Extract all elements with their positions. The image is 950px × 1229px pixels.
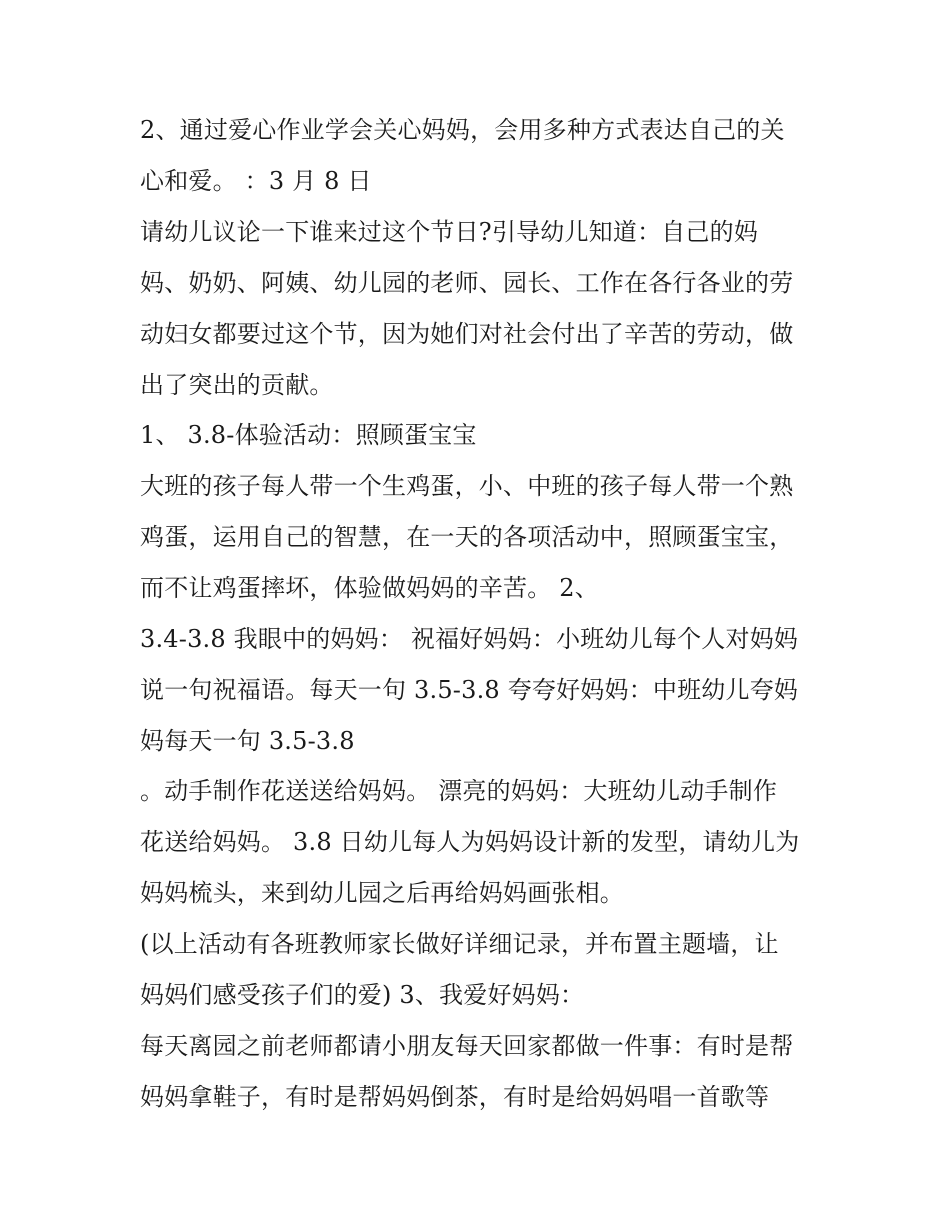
text-line-16: 妈妈梳头，来到幼儿园之后再给妈妈画张相。: [140, 879, 624, 907]
text-line-19: 每天离园之前老师都请小朋友每天回家都做一件事：有时是帮: [140, 1032, 794, 1060]
text-line-20: 妈妈拿鞋子，有时是帮妈妈倒茶，有时是给妈妈唱一首歌等: [140, 1083, 770, 1111]
text-line-10: 而不让鸡蛋摔坏，体验做妈妈的辛苦。 2、: [140, 574, 599, 602]
text-line-1: 2、通过爱心作业学会关心妈妈，会用多种方式表达自己的关: [140, 116, 785, 144]
text-line-11: 3.4-3.8 我眼中的妈妈： 祝福好妈妈：小班幼儿每个人对妈妈: [140, 625, 799, 653]
text-line-8: 大班的孩子每人带一个生鸡蛋，小、中班的孩子每人带一个熟: [140, 472, 794, 500]
text-line-9: 鸡蛋，运用自己的智慧，在一天的各项活动中，照顾蛋宝宝，: [140, 523, 794, 551]
text-line-15: 花送给妈妈。 3.8 日幼儿每人为妈妈设计新的发型，请幼儿为: [140, 828, 800, 856]
text-line-13: 妈每天一句 3.5-3.8: [140, 727, 355, 755]
text-line-12: 说一句祝福语。每天一句 3.5-3.8 夸夸好妈妈：中班幼儿夸妈: [140, 676, 799, 704]
text-line-6: 出了突出的贡献。: [140, 371, 334, 399]
text-line-5: 动妇女都要过这个节，因为她们对社会付出了辛苦的劳动，做: [140, 320, 794, 348]
text-line-18: 妈妈们感受孩子们的爱) 3、我爱好妈妈：: [140, 981, 585, 1009]
text-line-2: 心和爱。 ：3 月 8 日: [140, 167, 372, 195]
text-line-3: 请幼儿议论一下谁来过这个节日?引导幼儿知道：自己的妈: [140, 218, 759, 246]
text-line-14: 。动手制作花送送给妈妈。 漂亮的妈妈：大班幼儿动手制作: [140, 777, 778, 805]
text-line-4: 妈、奶奶、阿姨、幼儿园的老师、园长、工作在各行各业的劳: [140, 269, 794, 297]
text-line-7: 1、 3.8-体验活动：照顾蛋宝宝: [140, 421, 477, 449]
text-line-17: (以上活动有各班教师家长做好详细记录，并布置主题墙，让: [140, 930, 779, 958]
